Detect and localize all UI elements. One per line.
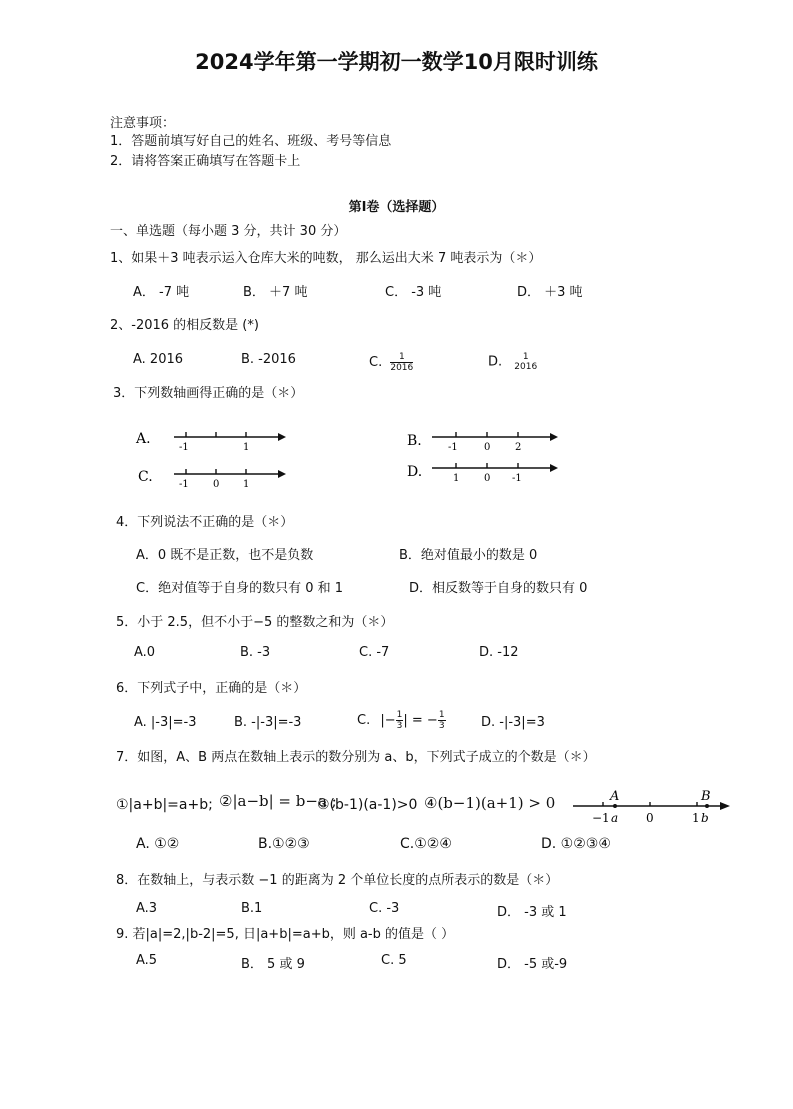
q8-option-d: D． -3 或 1 bbox=[497, 905, 567, 920]
q7-statement-3: ③(b-1)(a-1)>0 bbox=[317, 797, 418, 813]
q3-d-tick-2: 0 bbox=[484, 473, 491, 484]
q7-statement-1: ①|a+b|=a+b; bbox=[116, 797, 213, 813]
q8-option-c: C. -3 bbox=[369, 901, 400, 916]
q8-stem: 8．在数轴上，与表示数 −1 的距离为 2 个单位长度的点所表示的数是（＊） bbox=[116, 873, 559, 888]
q3-c-tick-1: -1 bbox=[179, 479, 189, 490]
q3-a-tick-1: -1 bbox=[179, 442, 189, 453]
q3-label-d: D. bbox=[407, 464, 423, 480]
fraction-numerator: 1 bbox=[390, 352, 413, 363]
q5-stem: 5．小于 2.5，但不小于−5 的整数之和为（＊） bbox=[116, 615, 394, 630]
q8-option-b: B.1 bbox=[241, 901, 263, 916]
q7-number-line bbox=[570, 784, 735, 828]
notice-heading: 注意事项： bbox=[110, 116, 176, 131]
q7-tick-zero: 0 bbox=[646, 811, 654, 825]
q2-option-c bbox=[369, 352, 413, 373]
q3-b-tick-3: 2 bbox=[515, 442, 522, 453]
q9-option-b: B． 5 或 9 bbox=[241, 957, 305, 972]
q6-option-d: D. -|-3|=3 bbox=[481, 715, 545, 730]
q3-label-a: A. bbox=[136, 431, 151, 447]
q7-tick-one: 1 bbox=[692, 811, 700, 825]
q5-option-d: D. -12 bbox=[479, 645, 519, 660]
fraction-denominator: 3 bbox=[438, 721, 445, 731]
q4-option-d: D．相反数等于自身的数只有 0 bbox=[409, 581, 588, 596]
q5-option-a: A.0 bbox=[134, 645, 156, 660]
q7-tick-minus-one: −1 bbox=[592, 811, 610, 825]
notice-item-2: 2．请将答案正确填写在答题卡上 bbox=[110, 154, 301, 169]
q3-b-tick-1: -1 bbox=[448, 442, 458, 453]
q9-option-d: D． -5 或-9 bbox=[497, 957, 568, 972]
q7-option-a: A. ①② bbox=[136, 836, 180, 852]
q2-option-b: B. -2016 bbox=[241, 352, 296, 367]
q2-option-d-label: D. bbox=[488, 354, 503, 370]
q1-option-a: A． -7 吨 bbox=[133, 285, 190, 300]
q3-label-c: C. bbox=[138, 469, 153, 485]
q2-option-d-fraction bbox=[514, 352, 537, 372]
q9-option-a: A.5 bbox=[136, 953, 158, 968]
q7-statement-2: ②|a−b| = b−a ; bbox=[219, 792, 337, 810]
q5-option-b: B. -3 bbox=[240, 645, 271, 660]
q2-option-c-label: C. bbox=[369, 355, 383, 370]
q6-option-c bbox=[357, 710, 446, 731]
q3-c-tick-3: 1 bbox=[243, 479, 250, 490]
notice-item-1: 1．答题前填写好自己的姓名、班级、考号等信息 bbox=[110, 134, 392, 149]
q4-option-c: C．绝对值等于自身的数只有 0 和 1 bbox=[136, 581, 344, 596]
q7-option-c: C.①②④ bbox=[400, 836, 452, 852]
q4-stem: 4．下列说法不正确的是（＊） bbox=[116, 515, 294, 530]
fraction-denominator: 3 bbox=[396, 721, 403, 731]
q2-option-c-fraction bbox=[390, 352, 413, 373]
q3-b-tick-2: 0 bbox=[484, 442, 491, 453]
q4-option-a: A．0 既不是正数，也不是负数 bbox=[136, 548, 314, 563]
q3-stem: 3．下列数轴画得正确的是（＊） bbox=[113, 386, 304, 401]
q6-c-middle: | = − bbox=[403, 713, 438, 728]
page-title: 2024学年第一学期初一数学10月限时训练 bbox=[195, 50, 598, 74]
q2-stem: 2、-2016 的相反数是 (*) bbox=[110, 318, 259, 333]
q1-option-b: B． ＋7 吨 bbox=[243, 285, 308, 300]
section-title: 第Ⅰ卷（选择题） bbox=[348, 200, 445, 215]
q3-d-tick-3: -1 bbox=[512, 473, 522, 484]
q6-c-prefix: |− bbox=[380, 713, 396, 728]
q6-option-a: A. |-3|=-3 bbox=[134, 715, 197, 730]
fraction-denominator: 2016 bbox=[514, 362, 538, 372]
q3-label-b: B. bbox=[407, 433, 422, 449]
part-title: 一、单选题（每小题 3 分，共计 30 分） bbox=[110, 224, 347, 239]
q7-option-d: D. ①②③④ bbox=[541, 836, 611, 852]
q9-option-c: C. 5 bbox=[381, 953, 407, 968]
fraction-numerator: 1 bbox=[396, 710, 403, 720]
q6-option-c-label: C. bbox=[357, 713, 371, 728]
q7-tick-b: b bbox=[701, 811, 709, 825]
q7-point-a-label: A bbox=[610, 789, 620, 804]
q2-option-a: A. 2016 bbox=[133, 352, 184, 367]
q3-d-tick-1: 1 bbox=[453, 473, 460, 484]
q8-option-a: A.3 bbox=[136, 901, 158, 916]
q4-option-b: B．绝对值最小的数是 0 bbox=[399, 548, 538, 563]
q6-option-b: B. -|-3|=-3 bbox=[234, 715, 302, 730]
fraction-numerator: 1 bbox=[522, 352, 529, 362]
q1-stem: 1、如果＋3 吨表示运入仓库大米的吨数， 那么运出大米 7 吨表示为（＊） bbox=[110, 251, 542, 266]
fraction-denominator: 2016 bbox=[390, 363, 414, 373]
q3-number-lines bbox=[130, 418, 580, 496]
q6-stem: 6．下列式子中，正确的是（＊） bbox=[116, 681, 307, 696]
q7-option-b: B.①②③ bbox=[258, 836, 310, 852]
q7-statement-4: ④(b−1)(a+1) > 0 bbox=[424, 794, 556, 812]
q5-option-c: C. -7 bbox=[359, 645, 390, 660]
q3-c-tick-2: 0 bbox=[213, 479, 220, 490]
q9-stem: 9. 若|a|=2,|b-2|=5, 日|a+b|=a+b，则 a-b 的值是（ ） bbox=[116, 927, 455, 942]
q1-option-c: C． -3 吨 bbox=[385, 285, 442, 300]
q3-a-tick-2: 1 bbox=[243, 442, 250, 453]
q1-option-d: D． ＋3 吨 bbox=[517, 285, 583, 300]
q2-option-d bbox=[488, 352, 537, 372]
q7-point-b-label: B bbox=[701, 789, 711, 804]
q6-c-fraction-2 bbox=[438, 710, 446, 731]
q7-tick-a: a bbox=[611, 811, 619, 825]
fraction-numerator: 1 bbox=[438, 710, 445, 720]
q7-stem: 7．如图，A、B 两点在数轴上表示的数分别为 a、b，下列式子成立的个数是（＊） bbox=[116, 750, 596, 765]
